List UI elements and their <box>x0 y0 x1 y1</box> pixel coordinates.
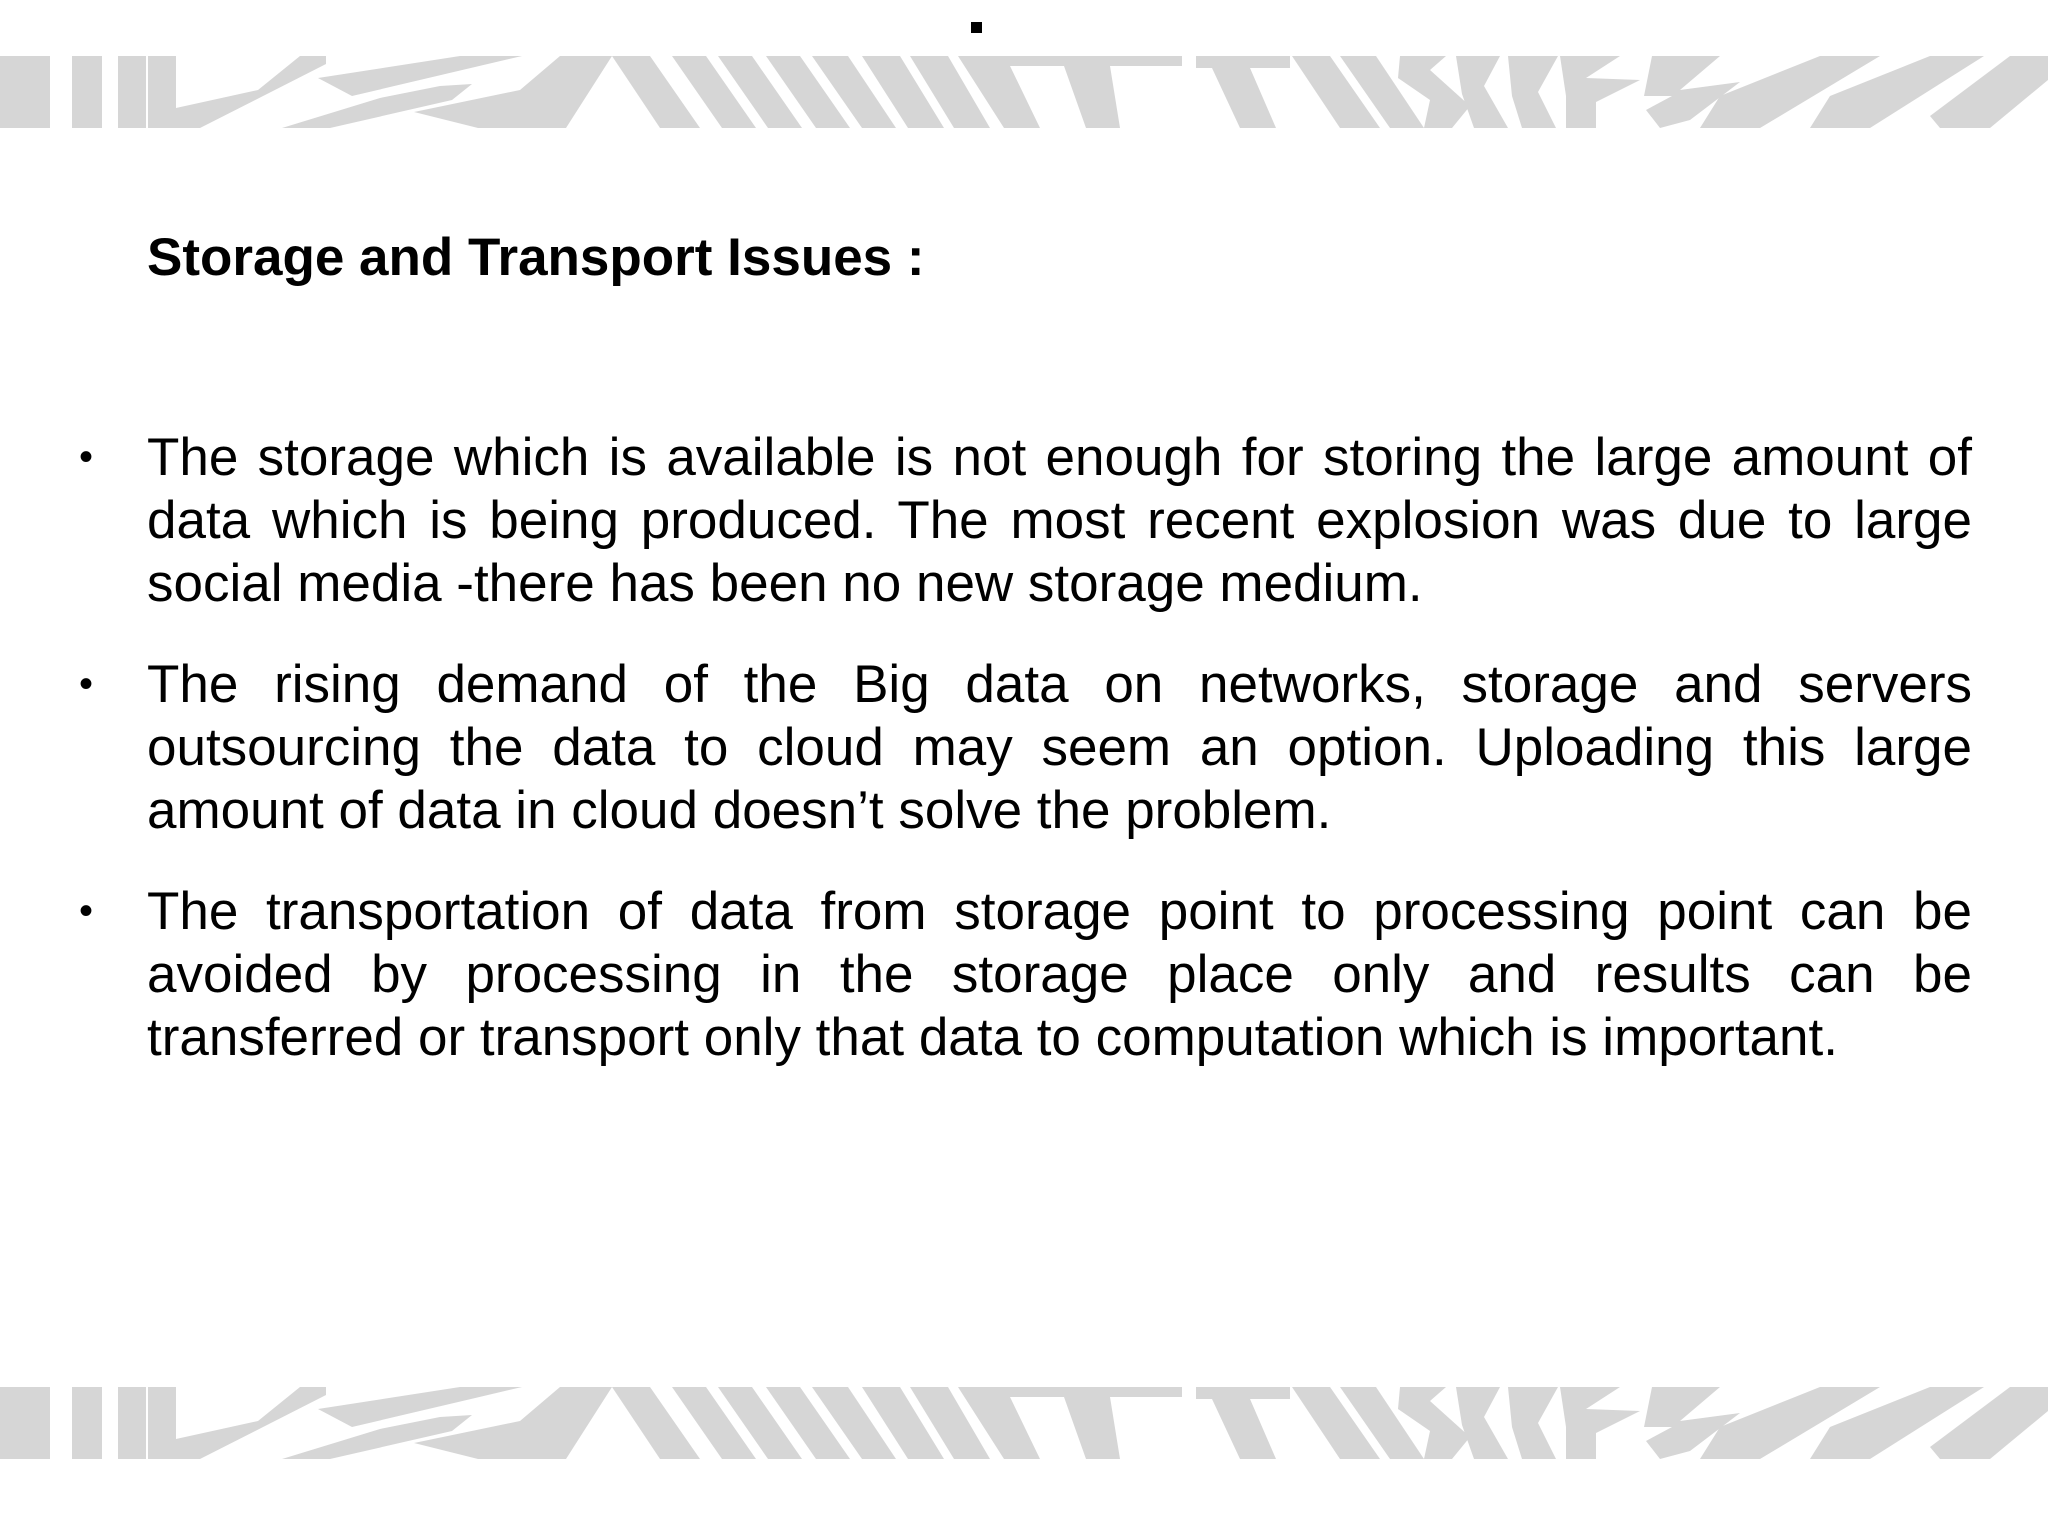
bullet-text: The transportation of data from storage point to processing point can be avoided by processing in the storage place only and results can be transferred or transport only that data to computation which is important. <box>147 882 1972 1067</box>
bullet-list <box>79 426 1972 1107</box>
bullet-marker: • <box>79 662 94 706</box>
bullet-marker: • <box>79 435 94 479</box>
header-decorative-band <box>0 56 2048 128</box>
bullet-item-cloud <box>79 653 1972 842</box>
footer-band-graphic <box>0 1387 2048 1459</box>
bullet-text: The rising demand of the Big data on networks, storage and servers outsourcing the data to cloud may seem an option. Uploading this large amount of data in cloud doesn’t solve the problem. <box>147 655 1972 840</box>
bullet-marker: • <box>79 889 94 933</box>
header-band-graphic <box>0 56 2048 128</box>
bullet-item-transport <box>79 880 1972 1069</box>
footer-decorative-band <box>0 1387 2048 1459</box>
slide-title: Storage and Transport Issues : <box>147 228 925 287</box>
bullet-item-storage <box>79 426 1972 615</box>
bullet-text: The storage which is available is not enough for storing the large amount of data which is being produced. The most recent explosion was due to large social media -there has been no new storage medium. <box>147 428 1972 613</box>
top-marker <box>971 22 982 33</box>
